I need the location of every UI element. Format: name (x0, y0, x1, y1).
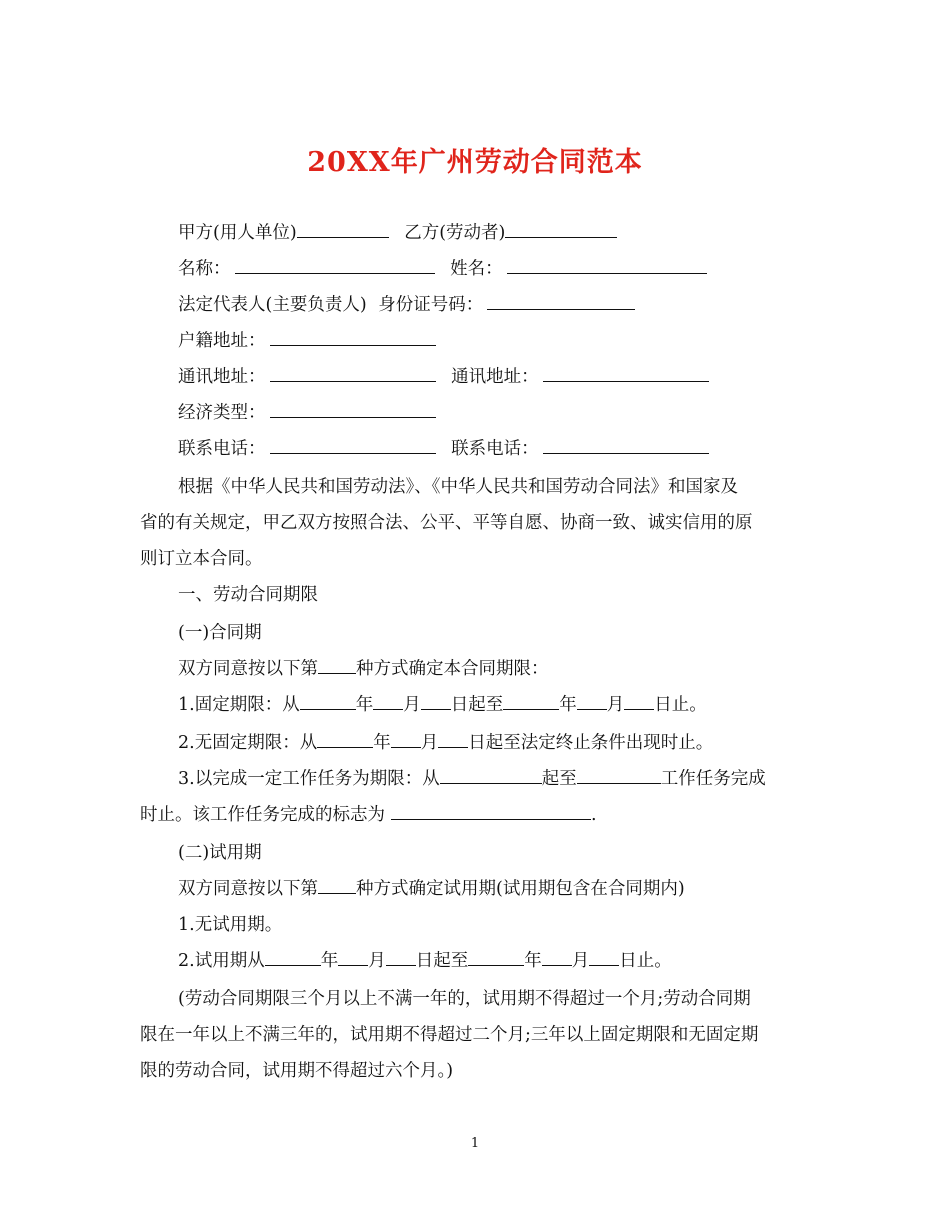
trial-period-label: 2.试用期从 (178, 951, 265, 971)
phone-a-label: 联系电话： (178, 439, 266, 459)
trial-month-to-blank (542, 950, 572, 966)
id-number-label: 身份证号码： (378, 295, 484, 315)
phone-a-blank (270, 438, 436, 454)
trial-day-to-blank (589, 950, 619, 966)
task-term-label: 3.以完成一定工作任务为期限：从 (178, 769, 440, 789)
agree-trial-line (178, 877, 685, 901)
fixed-day-from-blank (421, 694, 451, 710)
open-term-label: 2.无固定期限：从 (178, 733, 318, 753)
trial-year-from-blank (265, 950, 321, 966)
agree2-prefix: 双方同意按以下第 (178, 879, 318, 899)
trial-period-line (178, 949, 672, 973)
household-label: 户籍地址： (178, 331, 266, 351)
subsection-trial: (二)试用期 (178, 843, 262, 863)
name-b-label: 姓名： (450, 259, 503, 279)
year-word: 年 (373, 733, 391, 753)
task-period: . (591, 805, 597, 825)
phone-line (178, 437, 709, 461)
name-line (178, 257, 707, 281)
party-a-label: 甲方(用人单位) (178, 223, 297, 243)
open-month-blank (391, 732, 421, 748)
contact-address-a-blank (270, 366, 436, 382)
fixed-month-to-blank (577, 694, 607, 710)
party-line (178, 221, 617, 245)
contact-address-b-label: 通讯地址： (451, 367, 539, 387)
task-to-blank (577, 768, 661, 784)
month-word: 月 (571, 951, 590, 971)
fixed-year-to-blank (503, 694, 559, 710)
section-heading: 一、劳动合同期限 (178, 585, 318, 605)
open-term-end: 日起至法定终止条件出现时止。 (468, 733, 714, 753)
task-term-line-2 (140, 803, 597, 827)
intro-line-3: 则订立本合同。 (140, 549, 263, 569)
party-b-blank (505, 222, 617, 238)
task-from-blank (440, 768, 542, 784)
fixed-day-to-blank (624, 694, 654, 710)
month-word: 月 (606, 695, 625, 715)
month-word: 月 (368, 951, 386, 971)
contact-address-a-label: 通讯地址： (178, 367, 266, 387)
year-word: 年 (320, 951, 339, 971)
legal-rep-line (178, 293, 635, 317)
document-title: 20XX年广州劳动合同范本 (307, 147, 643, 178)
party-b-label: 乙方(劳动者) (404, 223, 506, 243)
intro-line-1: 根据《中华人民共和国劳动法》、《中华人民共和国劳动合同法》和国家及 (178, 477, 738, 497)
year-word: 年 (524, 951, 542, 971)
name-a-blank (235, 258, 435, 274)
subsection-contract-period: (一)合同期 (178, 623, 262, 643)
task-term-line (178, 767, 766, 791)
fixed-term-label: 1.固定期限：从 (178, 695, 300, 715)
day-end-word: 日止。 (619, 951, 672, 971)
name-b-blank (507, 258, 707, 274)
agree2-blank (318, 878, 356, 894)
year-word: 年 (559, 695, 577, 715)
fixed-month-from-blank (373, 694, 403, 710)
month-word: 月 (403, 695, 421, 715)
open-year-blank (317, 732, 373, 748)
trial-month-from-blank (338, 950, 368, 966)
task-complete-word: 工作任务完成 (660, 769, 766, 789)
no-trial-line: 1.无试用期。 (178, 915, 283, 935)
economic-type-line (178, 401, 436, 425)
economic-type-label: 经济类型： (178, 403, 266, 423)
phone-b-label: 联系电话： (451, 439, 539, 459)
day-from-word: 日起至 (415, 951, 469, 971)
agree-contract-line (178, 657, 549, 681)
task-marker-label: 时止。该工作任务完成的标志为 (140, 805, 385, 825)
contact-address-line (178, 365, 709, 389)
household-line (178, 329, 436, 353)
phone-b-blank (543, 438, 709, 454)
trial-note-line-1: (劳动合同期限三个月以上不满一年的，试用期不得超过一个月;劳动合同期 (178, 989, 751, 1009)
agree2-suffix: 种方式确定试用期(试用期包含在合同期内) (356, 879, 685, 899)
fixed-term-line (178, 693, 707, 717)
id-number-blank (487, 294, 635, 310)
trial-note-line-2: 限在一年以上不满三年的，试用期不得超过二个月;三年以上固定期限和无固定期 (140, 1025, 759, 1045)
legal-rep-label: 法定代表人(主要负责人) (178, 295, 367, 315)
trial-note-line-3: 限的劳动合同，试用期不得超过六个月。) (140, 1061, 454, 1081)
contact-address-b-blank (543, 366, 709, 382)
month-word: 月 (420, 733, 439, 753)
name-a-label: 名称： (178, 259, 231, 279)
day-from-word: 日起至 (450, 695, 504, 715)
trial-day-from-blank (386, 950, 416, 966)
economic-type-blank (270, 402, 436, 418)
fixed-year-from-blank (300, 694, 356, 710)
agree1-suffix: 种方式确定本合同期限： (356, 659, 549, 679)
agree1-blank (318, 658, 356, 674)
party-a-blank (297, 222, 389, 238)
open-term-line (178, 731, 713, 755)
agree1-prefix: 双方同意按以下第 (178, 659, 318, 679)
open-day-blank (438, 732, 468, 748)
task-to-word: 起至 (541, 769, 577, 789)
page-number: 1 (470, 1136, 480, 1151)
intro-line-2: 省的有关规定，甲乙双方按照合法、公平、平等自愿、协商一致、诚实信用的原 (140, 513, 753, 533)
day-end-word: 日止。 (654, 695, 707, 715)
task-marker-blank (391, 804, 591, 820)
trial-year-to-blank (468, 950, 524, 966)
year-word: 年 (355, 695, 374, 715)
household-blank (270, 330, 436, 346)
